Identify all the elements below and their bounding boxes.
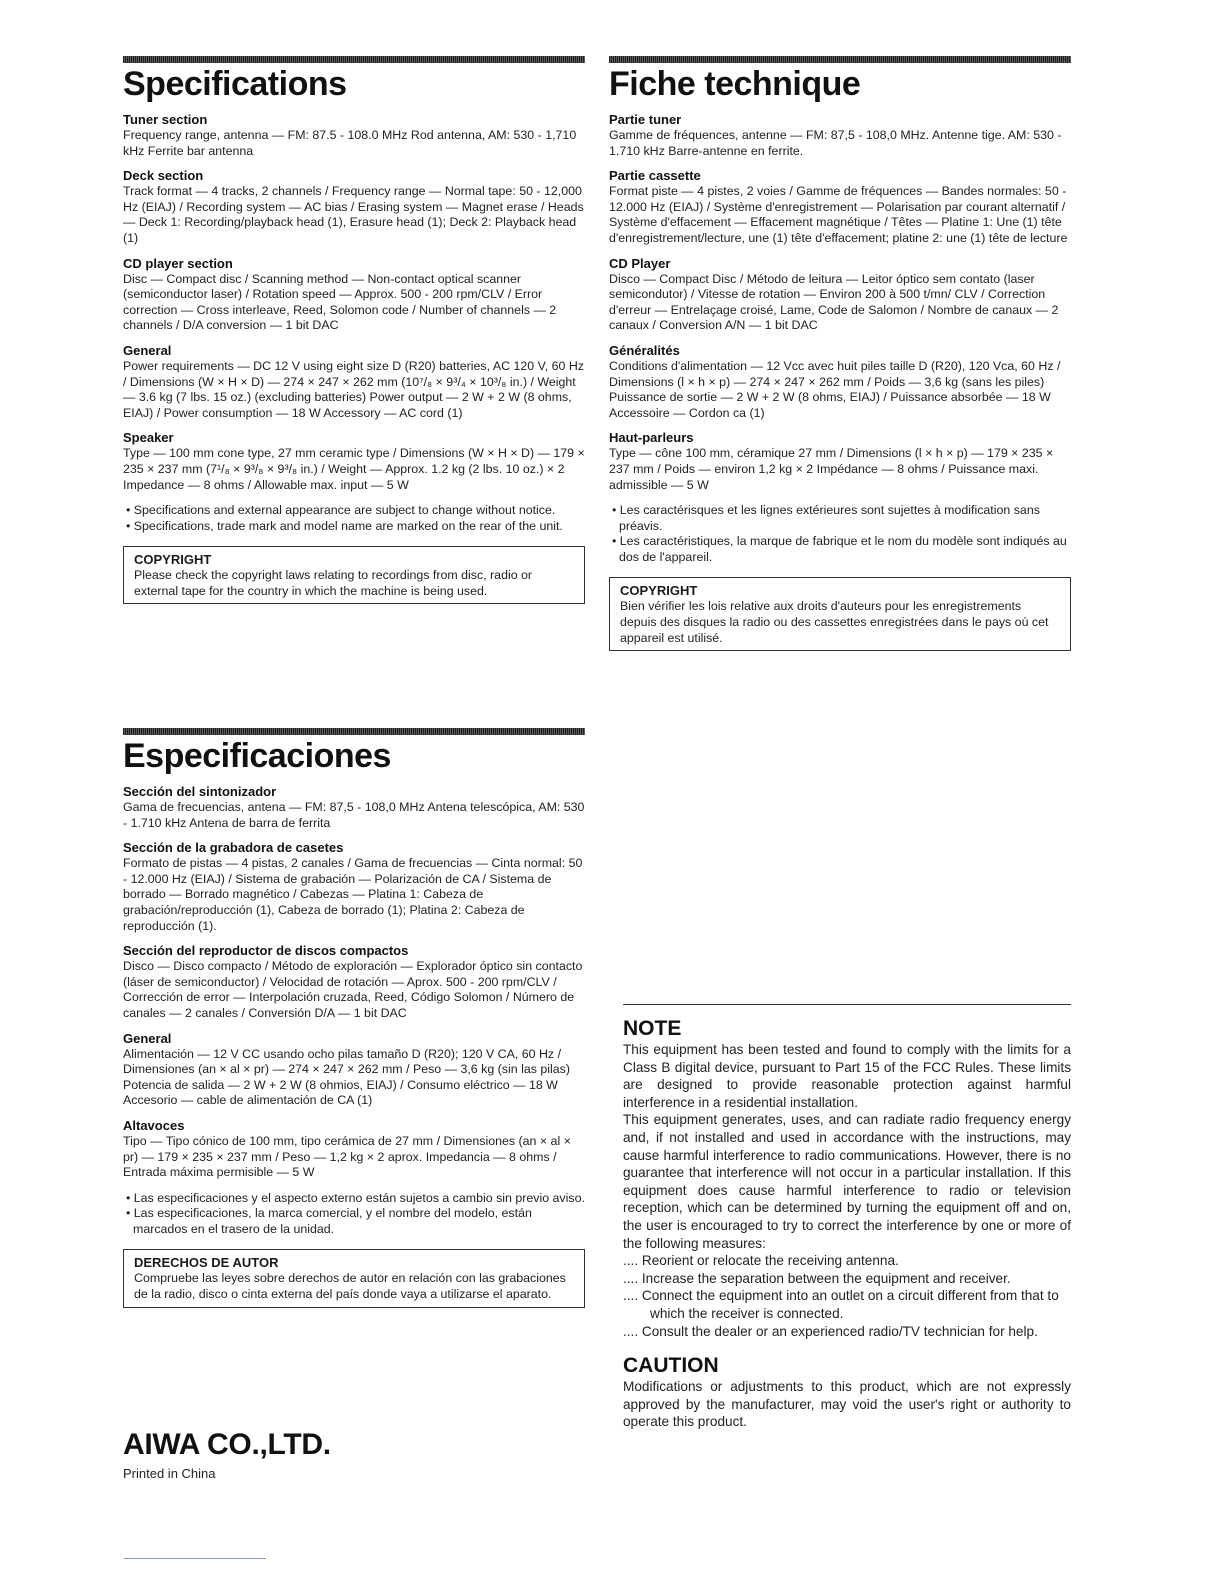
note-item: • Las especificaciones y el aspecto externo están sujetos a cambio sin previo aviso. bbox=[126, 1190, 585, 1205]
section-body: Gama de frecuencias, antena — FM: 87,5 - 108,0 MHz Antena telescópica, AM: 530 - 1.710 kHz Antena de barra de ferrita bbox=[123, 800, 585, 830]
note-item: • Specifications and external appearance are subject to change without notice. bbox=[126, 503, 556, 518]
section-body: Conditions d'alimentation — 12 Vcc avec huit piles taille D (R20), 120 Vca, 60 Hz / Dimensions (l × h × p) — 274 × 247 × 262 mm / Poids — 3,6 kg (sans les piles) Puissance de sortie — 2 W + 2 W (8 ohms, EIAJ) / Puissance absorbée — 18 W Accessoire — Cordon ca (1) bbox=[609, 358, 1061, 420]
section-title: Speaker bbox=[123, 430, 174, 446]
section-title: CD Player bbox=[609, 255, 671, 271]
spec-section bbox=[123, 784, 585, 831]
section-title: Partie tuner bbox=[609, 112, 682, 127]
section-title: Deck section bbox=[123, 168, 204, 184]
section-title: Sección de la grabadora de casetes bbox=[123, 840, 344, 856]
spec-section bbox=[123, 430, 585, 493]
section-title: CD player section bbox=[123, 255, 233, 271]
section-body: Type — 100 mm cone type, 27 mm ceramic type / Dimensions (W × H × D) — 179 × 235 × 237 mm (7¹/₈ × 9³/₈ × 9³/₈ in.) / Weight — Approx. 1.2 kg (2 lbs. 10 oz.) × 2 Impedance — 8 ohms / Allowable max. input — 5 W bbox=[123, 446, 585, 492]
copyright-title: DERECHOS DE AUTOR bbox=[134, 1255, 279, 1271]
section-body: Formato de pistas — 4 pistas, 2 canales / Gama de frecuencias — Cinta normal: 50 - 12.000 Hz (EIAJ) / Sistema de grabación — Polarización de CA / Sistema de borrado — Borrado magnético / Cabezas — Platina 1: Cabeza de grabación/reproducción (1), Cabeza de borrado (1); Platina 2: Cabeza de reproducción (1). bbox=[123, 856, 583, 933]
fcc-notice bbox=[623, 1004, 1071, 1431]
spec-section bbox=[609, 168, 1071, 246]
printed-in: Printed in China bbox=[123, 1466, 216, 1481]
spec-section bbox=[123, 256, 585, 334]
copyright-body: Compruebe las leyes sobre derechos de autor en relación con las grabaciones de la radio, disco o cinta externa del país donde vaya a utilizarse el aparato. bbox=[134, 1271, 566, 1302]
specifications-english bbox=[123, 56, 585, 604]
fcc-rule bbox=[623, 1004, 1071, 1005]
note-item: • Las especificaciones, la marca comercial, y el nombre del modelo, están marcados en el trasero de la unidad. bbox=[126, 1206, 532, 1236]
spec-section bbox=[123, 112, 585, 159]
spec-section bbox=[609, 343, 1071, 421]
notes-list bbox=[123, 503, 585, 534]
measure-item: .... Increase the separation between the equipment and receiver. bbox=[623, 1270, 1011, 1286]
copyright-body: Please check the copyright laws relating to recordings from disc, radio or external tape for the country in which the machine is being used. bbox=[134, 568, 533, 598]
spec-section bbox=[123, 943, 585, 1021]
copyright-box bbox=[123, 546, 585, 604]
spec-section bbox=[609, 112, 1071, 159]
heading-rule bbox=[609, 56, 1071, 63]
copyright-box bbox=[123, 1249, 585, 1307]
section-body: Tipo — Tipo cónico de 100 mm, tipo cerámica de 27 mm / Dimensiones (an × al × pr) — 179 × 235 × 237 mm / Peso — 1,2 kg × 2 aprox. Impedancia — 8 ohms / Entrada máxima permisible — 5 W bbox=[123, 1133, 571, 1180]
section-title: Généralités bbox=[609, 342, 680, 358]
note-paragraph: This equipment has been tested and found to comply with the limits for a Class B digital device, pursuant to Part 15 of the FCC Rules. These limits are designed to provide reasonable protection against harmful interference in a residential installation. bbox=[623, 1042, 1071, 1110]
notes-list bbox=[123, 1191, 585, 1238]
spec-section bbox=[123, 168, 585, 246]
spec-section bbox=[123, 1118, 585, 1181]
note-item: • Les caractérisques et les lignes extérieures sont sujettes à modification sans préavis. bbox=[612, 503, 1040, 533]
note-item: • Les caractéristiques, la marque de fabrique et le nom du modèle sont indiqués au dos de l'appareil. bbox=[612, 534, 1067, 564]
section-body: Disco — Disco compacto / Método de exploración — Explorador óptico sin contacto (láser de semiconductor) / Velocidad de rotación — Aprox. 500 - 200 rpm/CLV / Corrección de error — Interpolación cruzada, Reed, Código Solomon / Número de canales — 2 canales / Conversión D/A — 1 bit DAC bbox=[123, 959, 583, 1020]
caution-paragraph: Modifications or adjustments to this product, which are not expressly approved by the manufacturer, may void the user's right or authority to operate this product. bbox=[623, 1379, 1071, 1430]
section-title: Tuner section bbox=[123, 112, 208, 127]
copyright-title: COPYRIGHT bbox=[620, 583, 698, 599]
page-title: Specifications bbox=[123, 65, 347, 103]
specifications-spanish bbox=[123, 728, 585, 1308]
section-body: Alimentación — 12 V CC usando ocho pilas tamaño D (R20); 120 V CA, 60 Hz / Dimensiones (an × al × pr) — 274 × 247 × 262 mm / Peso — 3,6 kg (sin las pilas) Potencia de salida — 2 W + 2 W (8 ohmios, EIAJ) / Consumo eléctrico — 18 W Accesorio — cable de alimentación de CA (1) bbox=[123, 1046, 570, 1108]
section-body: Track format — 4 tracks, 2 channels / Frequency range — Normal tape: 50 - 12,000 Hz (EIAJ) / Recording system — AC bias / Erasing system — Magnet erase / Heads — Deck 1: Recording/playback head (1), Erasure head (1); Deck 2: Playback head (1) bbox=[123, 184, 584, 245]
section-body: Format piste — 4 pistes, 2 voies / Gamme de fréquences — Bandes normales: 50 - 12.000 Hz (EIAJ) / Système d'enregistrement — Polarisation par courant alternatif / Système d'effacement — Effacement magnétique / Têtes — Platine 1: Une (1) tête d'enregistrement/lecture, une (1) tête d'effacement; platine 2: une (1) tête de lecture bbox=[609, 184, 1068, 245]
heading-rule bbox=[123, 56, 585, 63]
section-title: Sección del reproductor de discos compactos bbox=[123, 943, 409, 959]
copyright-box bbox=[609, 577, 1071, 651]
section-title: Partie cassette bbox=[609, 168, 701, 184]
footer-line bbox=[124, 1558, 266, 1559]
copyright-body: Bien vérifier les lois relative aux droits d'auteurs pour les enregistrements depuis des disques la radio ou des cassettes enregistrées dans le pays où cet appareil est utilisé. bbox=[620, 599, 1049, 645]
spec-section bbox=[123, 343, 585, 421]
company-name: AIWA CO.,LTD. bbox=[123, 1428, 331, 1461]
section-body: Type — cône 100 mm, céramique 27 mm / Dimensions (l × h × p) — 179 × 235 × 237 mm / Poids — environ 1,2 kg × 2 Impédance — 8 ohms / Puissance maxi. admissible — 5 W bbox=[609, 446, 1054, 492]
section-body: Power requirements — DC 12 V using eight size D (R20) batteries, AC 120 V, 60 Hz / Dimensions (W × H × D) — 274 × 247 × 262 mm (10⁷/₈ × 9³/₄ × 10³/₈ in.) / Weight — 3.6 kg (7 lbs. 15 oz.) (excluding batteries) Power output — 2 W + 2 W (8 ohms, EIAJ) / Power consumption — 18 W Accessory — AC cord (1) bbox=[123, 358, 584, 420]
note-heading: NOTE bbox=[623, 1017, 682, 1040]
caution-heading: CAUTION bbox=[623, 1354, 719, 1378]
section-body: Disc — Compact disc / Scanning method — Non-contact optical scanner (semiconductor laser) / Rotation speed — Approx. 500 - 200 rpm/CLV / Error correction — Cross interleave, Reed, Solomon code / Number of channels — 2 channels / D/A conversion — 1 bit DAC bbox=[123, 271, 557, 333]
spec-section bbox=[609, 430, 1071, 493]
page-title: Especificaciones bbox=[123, 737, 391, 775]
copyright-title: COPYRIGHT bbox=[134, 552, 212, 568]
measure-item: .... Consult the dealer or an experienced radio/TV technician for help. bbox=[623, 1323, 1038, 1339]
measure-item: .... Reorient or relocate the receiving antenna. bbox=[623, 1253, 899, 1269]
section-body: Frequency range, antenna — FM: 87.5 - 108.0 MHz Rod antenna, AM: 530 - 1,710 kHz Ferrite bar antenna bbox=[123, 128, 577, 158]
section-body: Gamme de fréquences, antenne — FM: 87,5 - 108,0 MHz. Antenne tige. AM: 530 - 1.710 kHz Barre-antenne en ferrite. bbox=[609, 128, 1062, 158]
page-title: Fiche technique bbox=[609, 65, 861, 103]
section-title: Altavoces bbox=[123, 1117, 185, 1133]
note-item: • Specifications, trade mark and model name are marked on the rear of the unit. bbox=[126, 518, 563, 533]
section-title: Sección del sintonizador bbox=[123, 784, 277, 799]
heading-rule bbox=[123, 728, 585, 735]
section-title: General bbox=[123, 1030, 172, 1046]
specifications-french bbox=[609, 56, 1071, 651]
notes-list bbox=[609, 503, 1071, 565]
spec-section bbox=[609, 256, 1071, 334]
note-paragraph: This equipment generates, uses, and can radiate radio frequency energy and, if not installed and used in accordance with the instructions, may cause harmful interference to radio communications. However, there is no guarantee that interference will not occur in a particular installation. If this equipment does cause harmful interference to radio or television reception, which can be determined by turning the equipment off and on, the user is encouraged to try to correct the interference by one or more of the following measures: bbox=[623, 1112, 1071, 1251]
section-body: Disco — Compact Disc / Método de leitura — Leitor óptico sem contato (laser semicondutor) / Vitesse de rotation — Environ 200 à 500 t/mn/ CLV / Correction d'erreur — Entrelaçage croisé, Lame, Code de Salomon / Nombre de canaux — 2 canaux / Conversion A/N — 1 bit DAC bbox=[609, 271, 1059, 333]
spec-section bbox=[123, 1031, 585, 1109]
measure-item: .... Connect the equipment into an outlet on a circuit different from that to which the receiver is connected. bbox=[623, 1288, 1059, 1321]
section-title: General bbox=[123, 342, 172, 358]
section-title: Haut-parleurs bbox=[609, 430, 694, 446]
spec-section bbox=[123, 840, 585, 934]
